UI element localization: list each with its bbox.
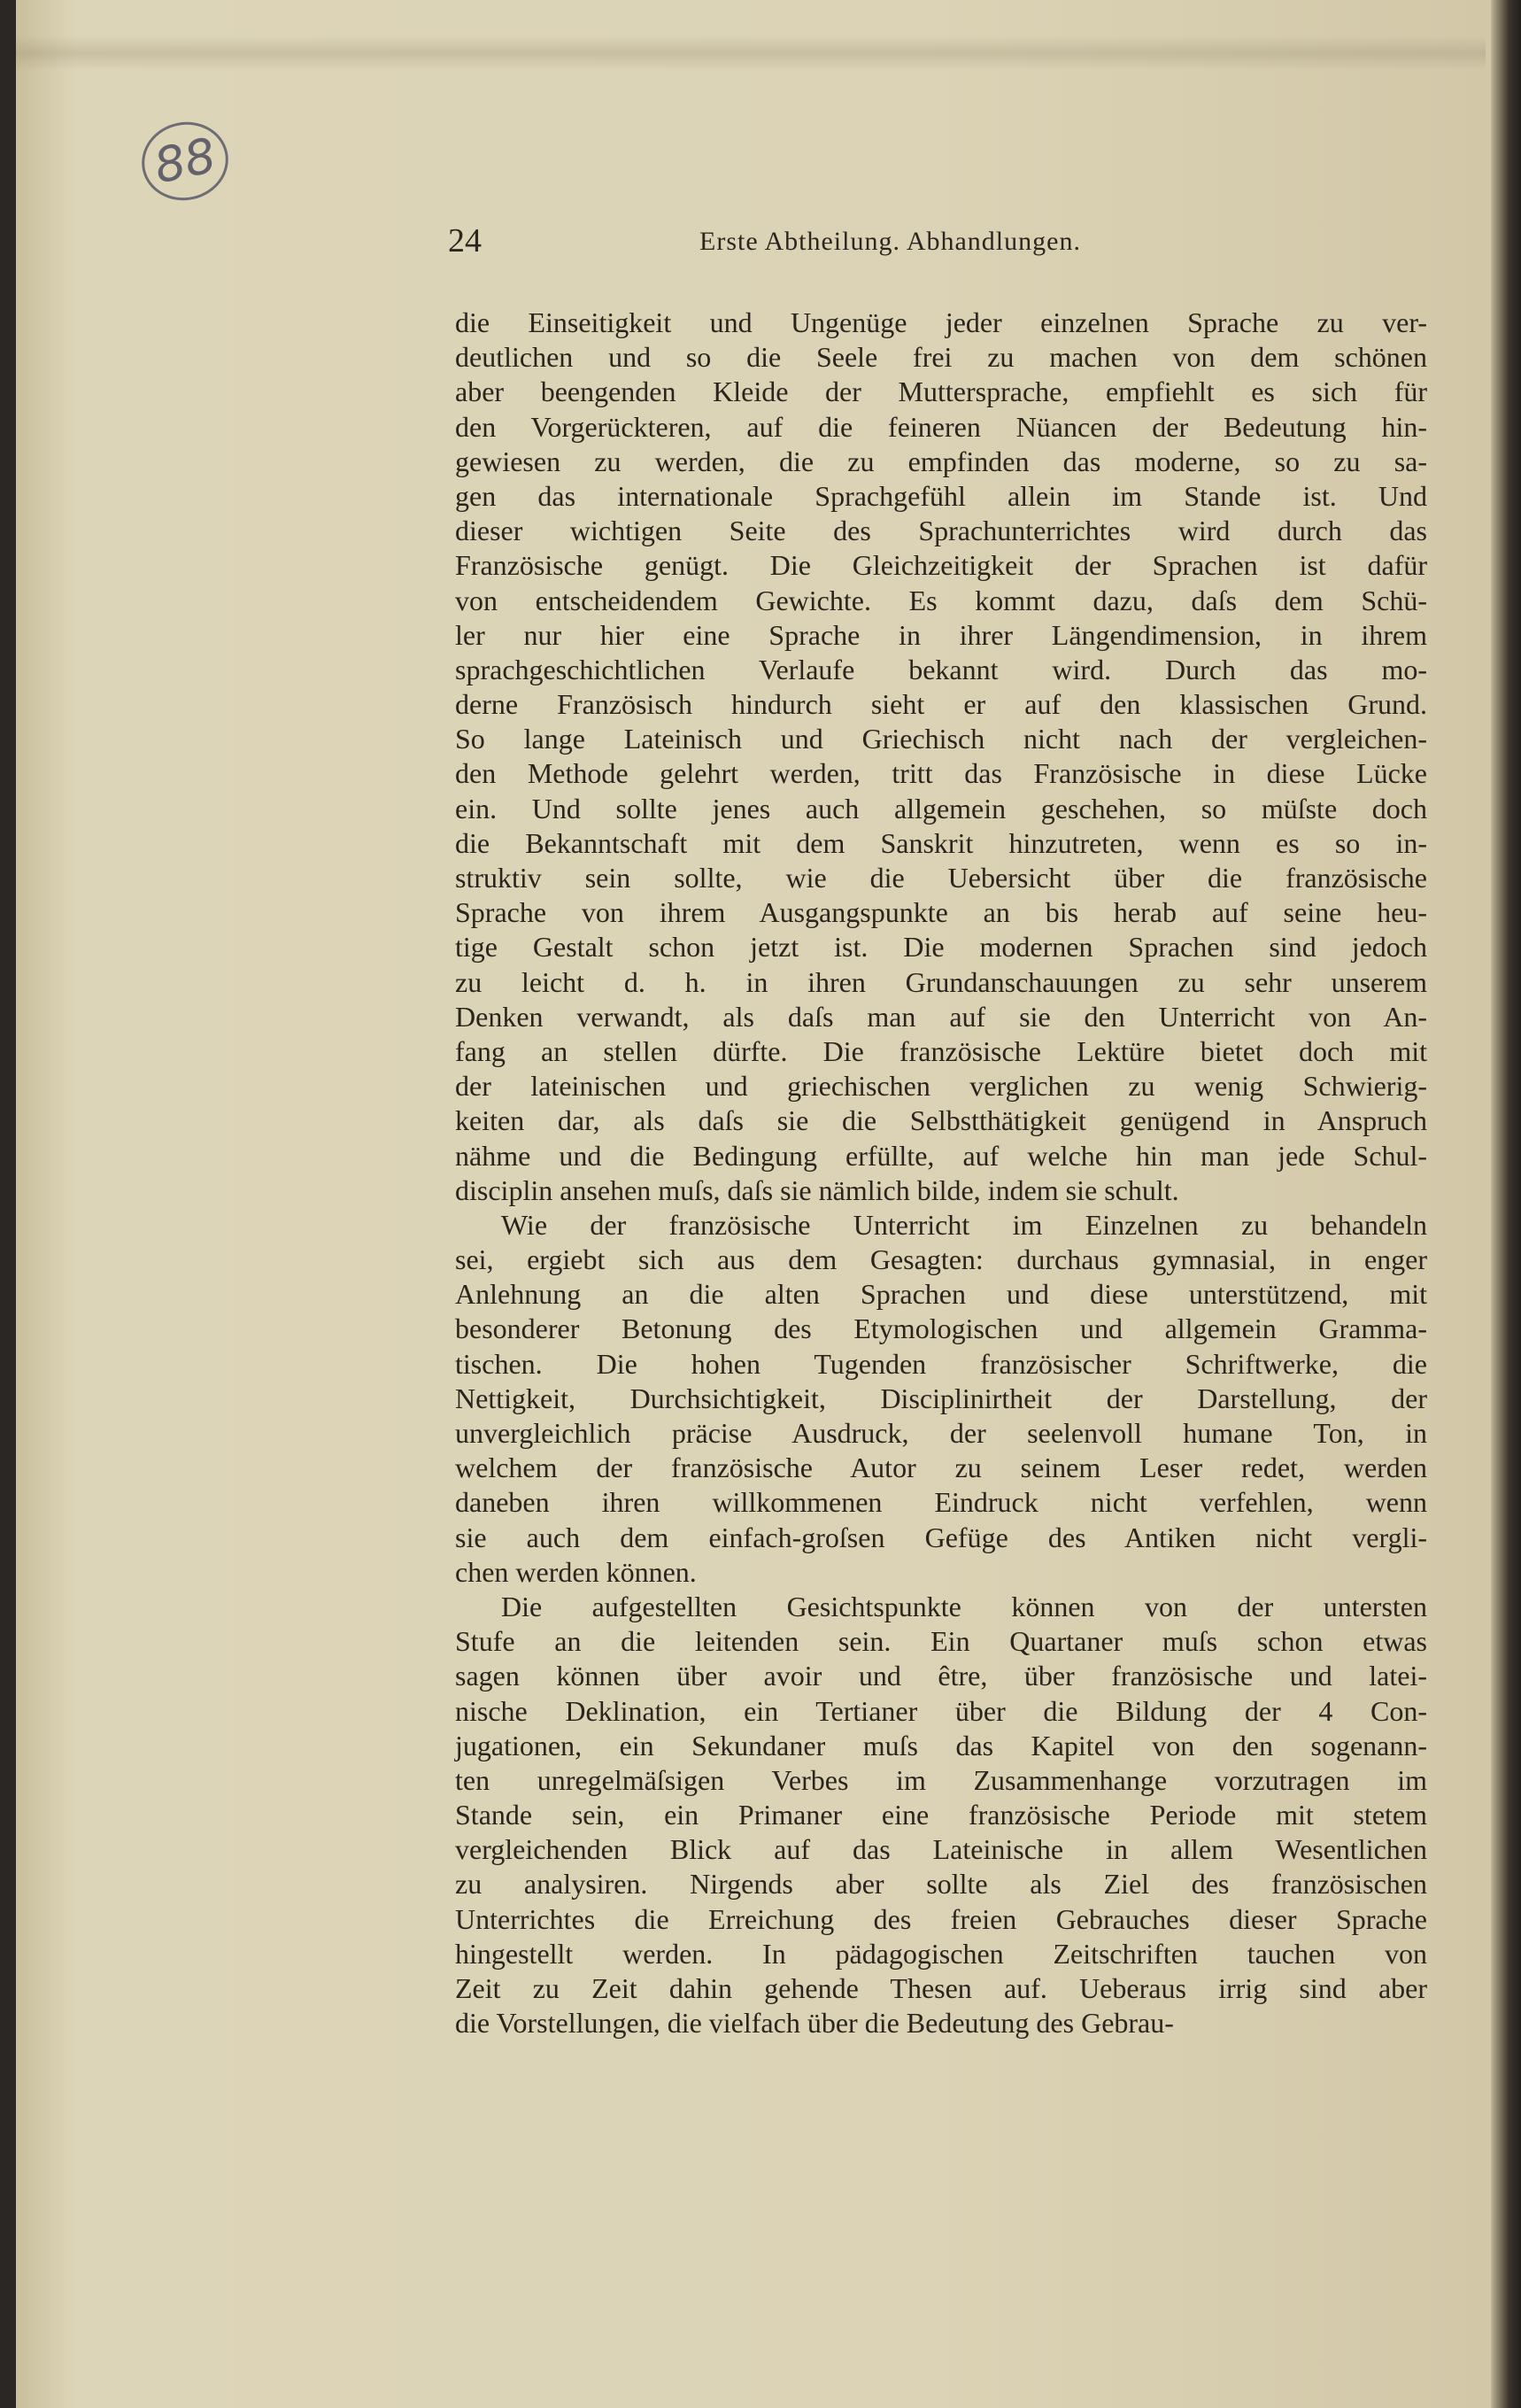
text-line: der lateinischen und griechischen verglichen zu wenig Schwierig- [455, 1070, 1427, 1103]
text-line: tige Gestalt schon jetzt ist. Die modernen Sprachen sind jedoch [455, 931, 1427, 964]
text-line: deutlichen und so die Seele frei zu machen von dem schönen [455, 341, 1427, 374]
text-line: fang an stellen dürfte. Die französische Lektüre bietet doch mit [455, 1034, 1427, 1067]
text-line: ler nur hier eine Sprache in ihrer Längendimension, in ihrem [455, 618, 1427, 651]
text-line: besonderer Betonung des Etymologischen und allgemein Gramma- [455, 1312, 1427, 1345]
page-fold-shadow [16, 35, 1486, 71]
text-line: ein. Und sollte jenes auch allgemein geschehen, so müſste doch [455, 792, 1427, 825]
text-line: tischen. Die hohen Tugenden französischer Schriftwerke, die [455, 1347, 1427, 1380]
text-line: chen werden können. [455, 1555, 697, 1588]
text-line: den Methode gelehrt werden, tritt das Französische in diese Lücke [455, 757, 1427, 790]
text-line: welchem der französische Autor zu seinem Leser redet, werden [455, 1452, 1427, 1484]
text-line: die Bekanntschaft mit dem Sanskrit hinzutreten, wenn es so in- [455, 826, 1427, 859]
page-number: 24 [448, 222, 482, 259]
text-line: die Einseitigkeit und Ungenüge jeder einzelnen Sprache zu ver- [455, 306, 1427, 338]
text-line: vergleichenden Blick auf das Lateinische in allem Wesentlichen [455, 1833, 1427, 1866]
text-line: nähme und die Bedingung erfüllte, auf welche hin man jede Schul- [455, 1139, 1427, 1172]
body-text [455, 306, 1427, 2040]
text-line: Wie der französische Unterricht im Einzelnen zu behandeln [501, 1208, 1427, 1241]
text-line: sprachgeschichtlichen Verlaufe bekannt wird. Durch das mo- [455, 653, 1427, 685]
text-line: aber beengenden Kleide der Muttersprache, empfiehlt es sich für [455, 376, 1427, 408]
page-edge-shadow [1491, 0, 1521, 2408]
text-line: hingestellt werden. In pädagogischen Zeitschriften tauchen von [455, 1937, 1427, 1970]
text-line: keiten dar, als daſs sie die Selbstthätigkeit genügend in Anspruch [455, 1104, 1427, 1137]
text-line: struktiv sein sollte, wie die Uebersicht über die französische [455, 862, 1427, 894]
text-line: Unterrichtes die Erreichung des freien Gebrauches dieser Sprache [455, 1902, 1427, 1935]
text-line: Die aufgestellten Gesichtspunkte können von der untersten [501, 1590, 1427, 1622]
text-line: den Vorgerückteren, auf die feineren Nüancen der Bedeutung hin- [455, 410, 1427, 443]
text-line: gen das internationale Sprachgefühl allein im Stande ist. Und [455, 479, 1427, 512]
text-line: die Vorstellungen, die vielfach über die Bedeutung des Gebrau- [455, 2007, 1174, 2040]
text-line: Sprache von ihrem Ausgangspunkte an bis herab auf seine heu- [455, 896, 1427, 929]
text-line: Stande sein, ein Primaner eine französische Periode mit stetem [455, 1799, 1427, 1831]
text-line: dieser wichtigen Seite des Sprachunterrichtes wird durch das [455, 515, 1427, 547]
paragraph-2 [455, 1208, 1427, 1590]
archive-stamp: 88 [135, 114, 235, 208]
text-line: nische Deklination, ein Tertianer über die Bildung der 4 Con- [455, 1694, 1427, 1727]
text-line: gewiesen zu werden, die zu empfinden das moderne, so zu sa- [455, 445, 1427, 477]
text-line: zu leicht d. h. in ihren Grundanschauungen zu sehr unserem [455, 965, 1427, 998]
paragraph-3 [455, 1590, 1427, 2040]
text-line: Zeit zu Zeit dahin gehende Thesen auf. Ueberaus irrig sind aber [455, 1972, 1427, 2004]
text-line: ten unregelmäſsigen Verbes im Zusammenhange vorzutragen im [455, 1763, 1427, 1796]
text-line: Nettigkeit, Durchsichtigkeit, Disciplinirtheit der Darstellung, der [455, 1382, 1427, 1414]
text-line: zu analysiren. Nirgends aber sollte als Ziel des französischen [455, 1868, 1427, 1901]
paragraph-1 [455, 306, 1427, 1208]
text-line: daneben ihren willkommenen Eindruck nicht verfehlen, wenn [455, 1486, 1427, 1519]
text-line: Französische genügt. Die Gleichzeitigkeit der Sprachen ist dafür [455, 549, 1427, 582]
text-line: disciplin ansehen muſs, daſs sie nämlich bilde, indem sie schult. [455, 1173, 1179, 1206]
header-title: Erste Abtheilung. Abhandlungen. [699, 227, 1081, 256]
text-line: jugationen, ein Sekundaner muſs das Kapitel von den sogenann- [455, 1729, 1427, 1761]
text-line: Denken verwandt, als daſs man auf sie den Unterricht von An- [455, 1000, 1427, 1033]
text-line: sagen können über avoir und être, über französische und latei- [455, 1660, 1427, 1692]
text-line: unvergleichlich präcise Ausdruck, der seelenvoll humane Ton, in [455, 1417, 1427, 1449]
text-line: derne Französisch hindurch sieht er auf den klassischen Grund. [455, 688, 1427, 721]
running-head [448, 221, 1440, 264]
text-line: sie auch dem einfach-groſsen Gefüge des Antiken nicht vergli- [455, 1521, 1427, 1553]
text-line: Stufe an die leitenden sein. Ein Quartaner muſs schon etwas [455, 1625, 1427, 1658]
text-line: sei, ergiebt sich aus dem Gesagten: durchaus gymnasial, in enger [455, 1243, 1427, 1276]
text-line: von entscheidendem Gewichte. Es kommt dazu, daſs dem Schü- [455, 584, 1427, 616]
text-line: Anlehnung an die alten Sprachen und diese unterstützend, mit [455, 1278, 1427, 1311]
text-line: So lange Lateinisch und Griechisch nicht nach der vergleichen- [455, 723, 1427, 755]
